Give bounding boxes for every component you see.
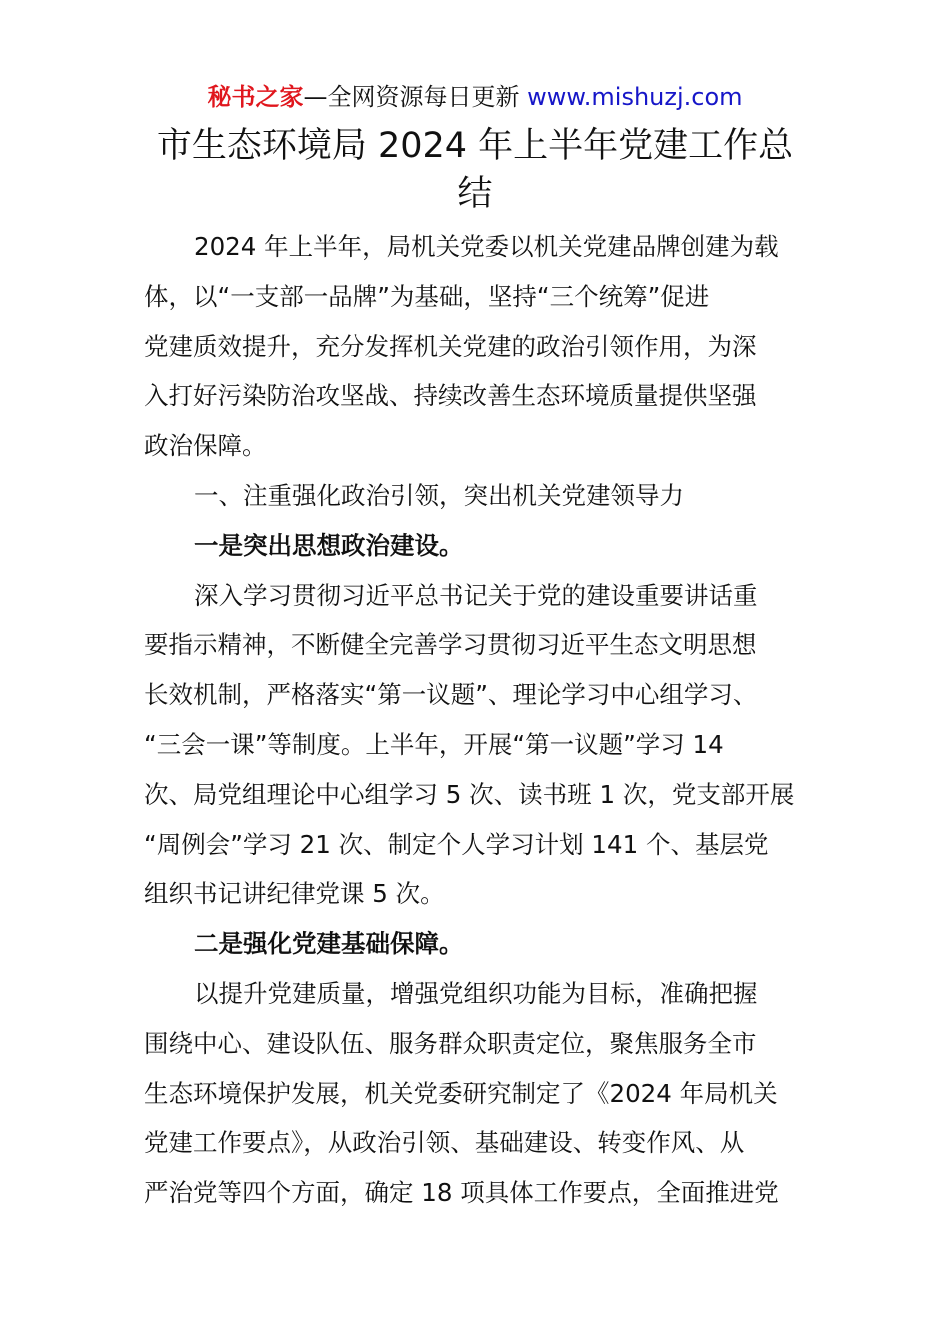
body-line: 要指示精神，不断健全完善学习贯彻习近平生态文明思想 [144,630,757,660]
document-body [144,222,814,1218]
subsection-heading: 一是突出思想政治建设。 [194,530,464,560]
title-line-2: 结 [457,174,493,214]
subsection-heading: 二是强化党建基础保障。 [194,929,464,959]
body-line: “周例会”学习 21 次、制定个人学习计划 141 个、基层党 [144,829,769,859]
body-line: 党建工作要点》，从政治引领、基础建设、转变作风、从 [144,1128,745,1158]
body-line: 次、局党组理论中心组学习 5 次、读书班 1 次，党支部开展 [144,779,795,809]
site-url-link[interactable]: www.mishuzj.com [527,83,743,111]
body-line: 政治保障。 [144,431,267,461]
section-heading: 一、注重强化政治引领，突出机关党建领导力 [194,480,684,510]
document-title [140,122,810,218]
site-banner [0,80,950,114]
body-line: 深入学习贯彻习近平总书记关于党的建设重要讲话重 [194,580,758,610]
body-line: 以提升党建质量，增强党组织功能为目标，准确把握 [194,978,758,1008]
body-line: “三会一课”等制度。上半年，开展“第一议题”学习 14 [144,729,724,759]
body-line: 入打好污染防治攻坚战、持续改善生态环境质量提供坚强 [144,381,757,411]
body-line: 生态环境保护发展，机关党委研究制定了《2024 年局机关 [144,1078,778,1108]
body-line: 严治党等四个方面，确定 18 项具体工作要点，全面推进党 [144,1178,779,1208]
title-line-1: 市生态环境局 2024 年上半年党建工作总 [156,126,794,166]
body-line: 组织书记讲纪律党课 5 次。 [144,879,445,909]
body-line: 长效机制，严格落实“第一议题”、理论学习中心组学习、 [144,680,758,710]
body-line: 体，以“一支部一品牌”为基础，坚持“三个统筹”促进 [144,281,710,311]
site-tagline: —全网资源每日更新 [303,83,520,111]
body-line: 2024 年上半年，局机关党委以机关党建品牌创建为载 [194,232,779,261]
body-line: 围绕中心、建设队伍、服务群众职责定位，聚焦服务全市 [144,1028,757,1058]
site-brand: 秘书之家 [207,83,304,111]
body-line: 党建质效提升，充分发挥机关党建的政治引领作用，为深 [144,331,757,361]
